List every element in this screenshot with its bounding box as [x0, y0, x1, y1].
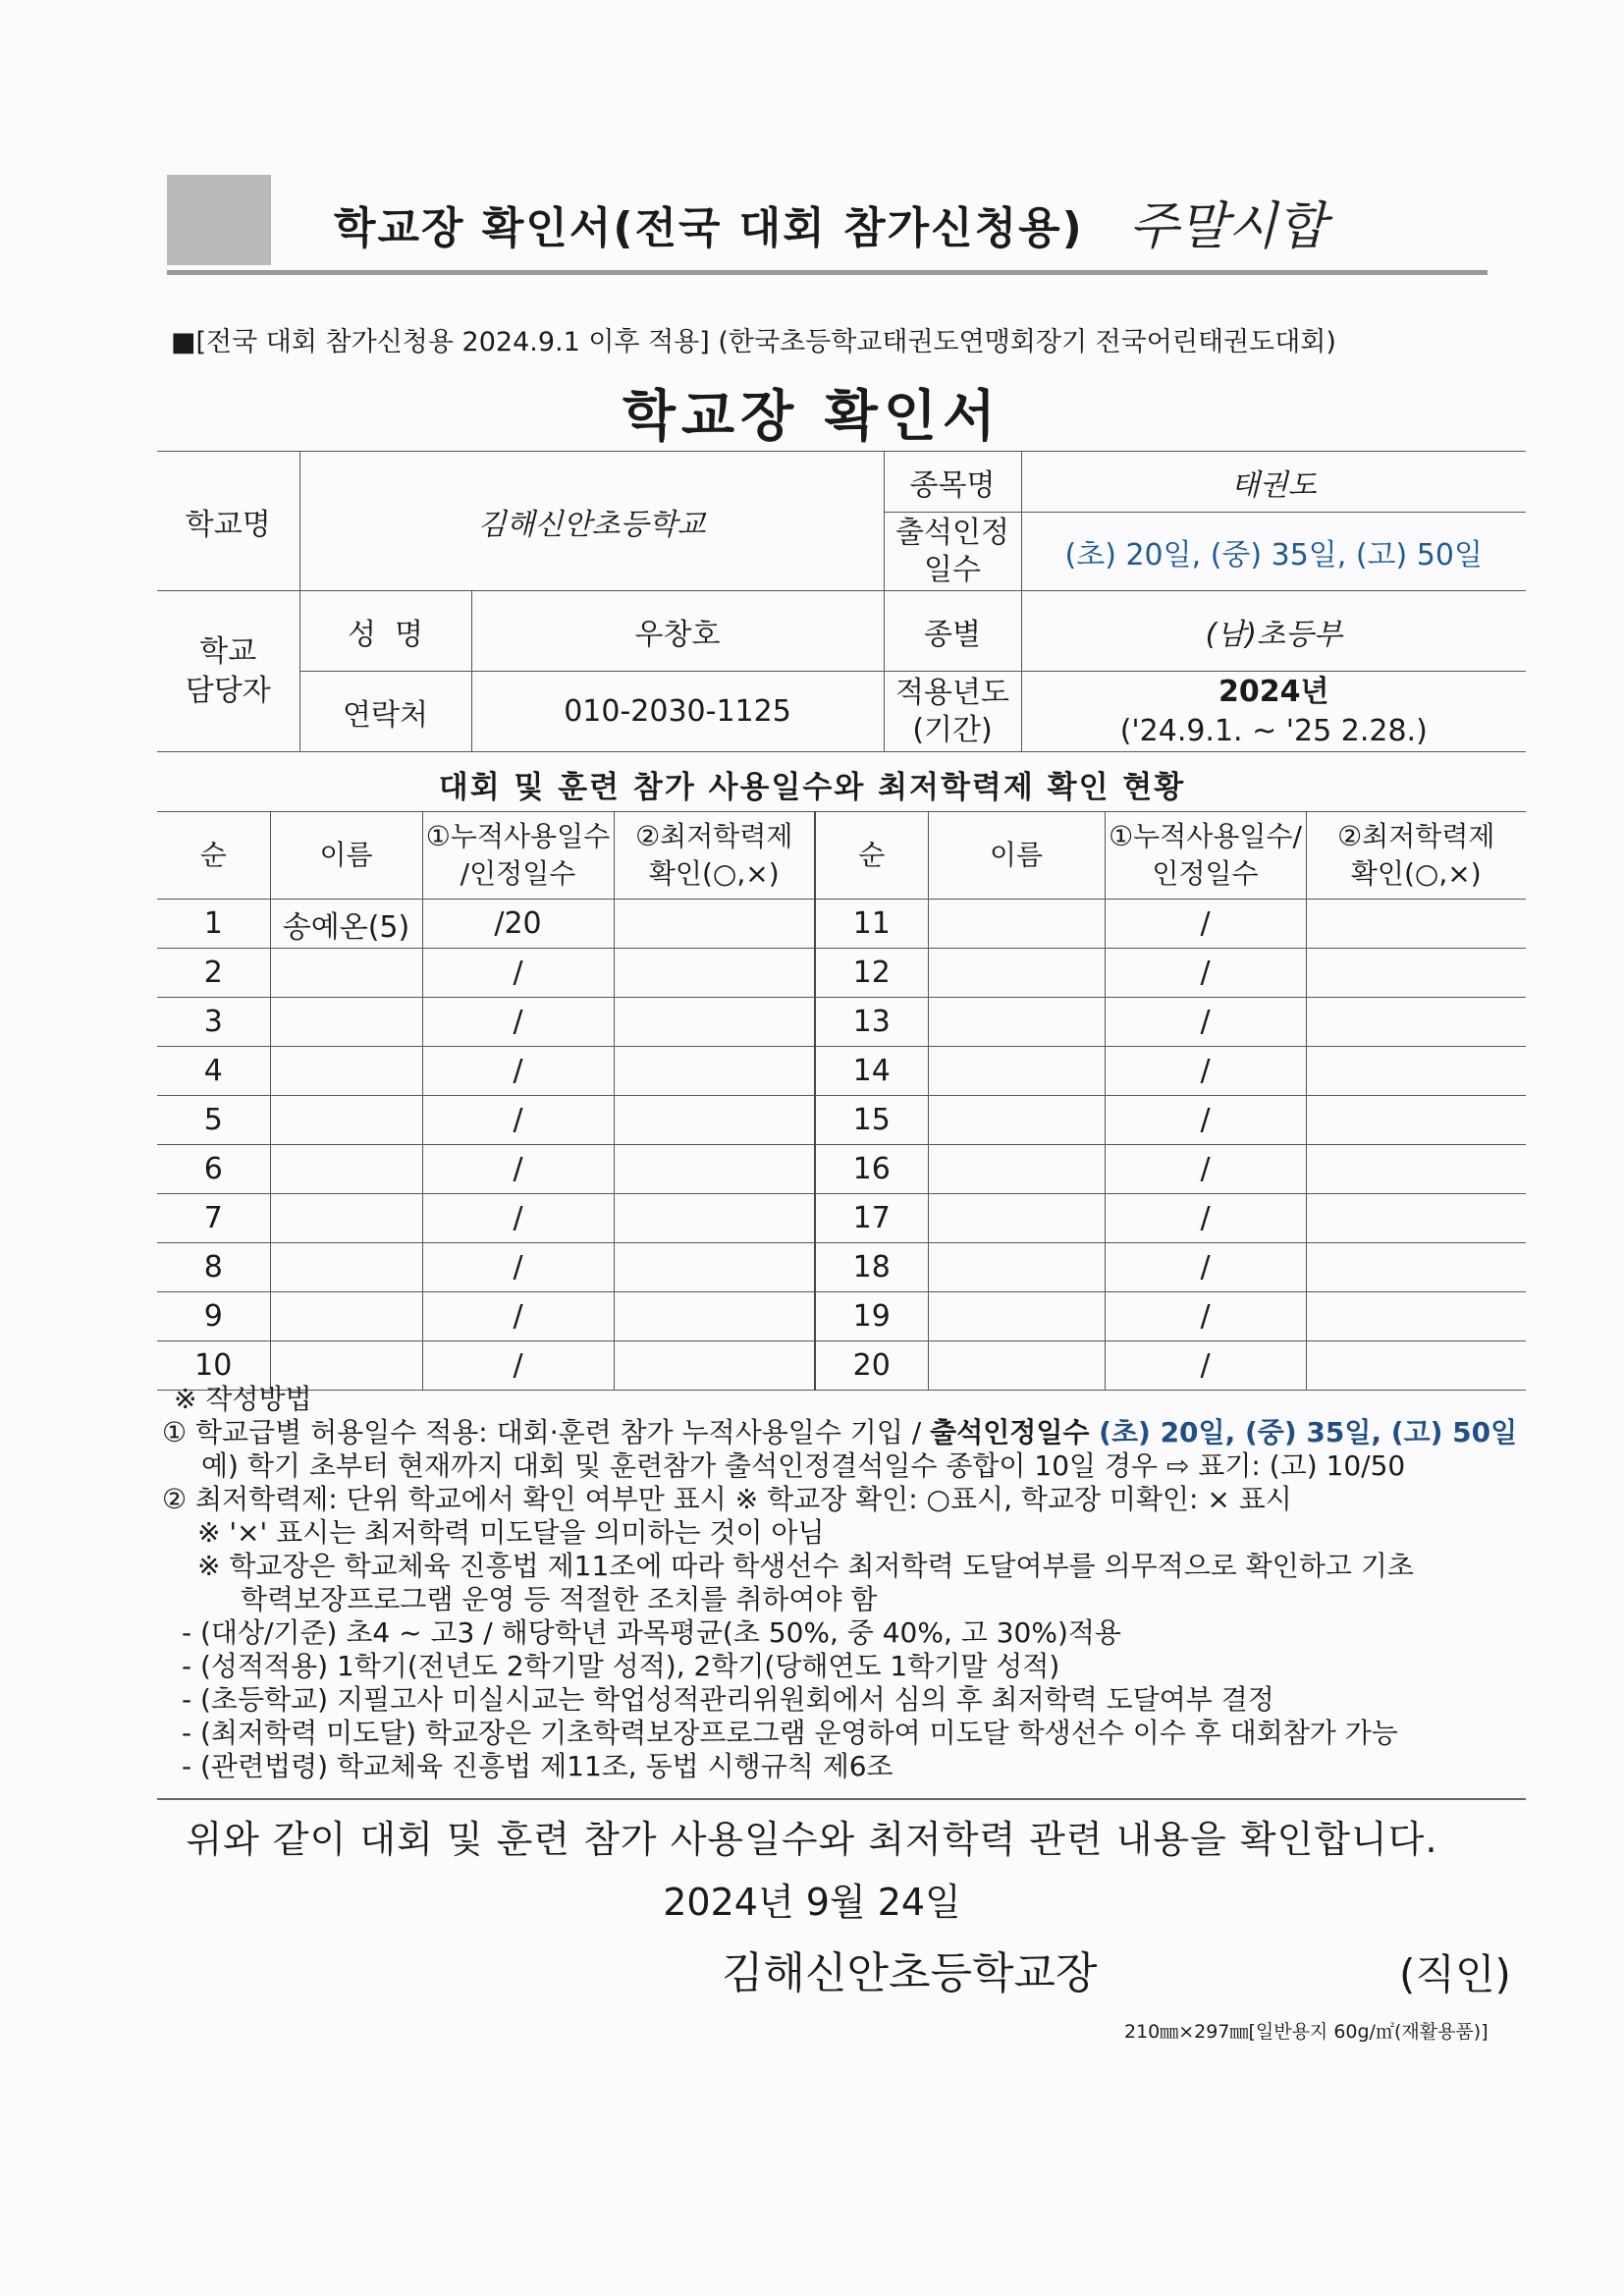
table-row: [157, 1243, 1526, 1292]
header-days-right: [1105, 812, 1306, 900]
table-row: [157, 1096, 1526, 1145]
row-check-right: [1306, 1243, 1526, 1292]
row-name-right: [928, 1096, 1105, 1145]
table-row: [157, 998, 1526, 1047]
roster-title: 대회 및 훈련 참가 사용일수와 최저학력제 확인 현황: [438, 770, 1186, 805]
note-2-sub2b: 학력보장프로그램 운영 등 적절한 조치를 취하여야 함: [241, 1583, 878, 1615]
title-divider: [167, 270, 1488, 275]
row-no-left: 10: [157, 1341, 270, 1391]
attendance-label: [884, 513, 1021, 591]
attendance-label-line1: 출석인정: [895, 515, 1009, 550]
row-days-left: /20: [422, 900, 614, 949]
table-row: [157, 1047, 1526, 1096]
handwritten-note: 주말시합: [1129, 197, 1326, 256]
note-1-text: ① 학교급별 허용일수 적용: 대회·훈련 참가 누적사용일수 기입 /: [162, 1416, 931, 1449]
row-no-right: 18: [815, 1243, 928, 1292]
school-label: 학교명: [157, 452, 299, 591]
header-gray-block: [167, 175, 271, 265]
event-label: 종목명: [884, 452, 1021, 513]
row-no-left: 3: [157, 998, 270, 1047]
header-check-left-line1: ②최저학력제: [635, 820, 793, 852]
school-name: 김해신안초등학교: [299, 452, 884, 591]
row-name-left: 송예온(5): [270, 900, 422, 949]
row-check-left: [614, 1047, 815, 1096]
row-days-left: /: [422, 1145, 614, 1194]
row-check-right: [1306, 949, 1526, 998]
row-no-right: 20: [815, 1341, 928, 1391]
detail-4: - (최저학력 미도달) 학교장은 기초학력보장프로그램 운영하여 미도달 학생선수 이수 후 대회참가 가능: [182, 1717, 1398, 1749]
row-no-right: 11: [815, 900, 928, 949]
attendance-value: (초) 20일, (중) 35일, (고) 50일: [1021, 513, 1526, 591]
row-name-right: [928, 1047, 1105, 1096]
row-name-right: [928, 1145, 1105, 1194]
note-2: ② 최저학력제: 단위 학교에서 확인 여부만 표시 ※ 학교장 확인: ○표시, 학교장 미확인: × 표시: [162, 1483, 1292, 1515]
row-days-left: /: [422, 949, 614, 998]
paper-spec-footer: 210㎜×297㎜[일반용지 60g/㎡(재활용품)]: [1124, 2021, 1489, 2043]
row-check-left: [614, 998, 815, 1047]
row-name-left: [270, 1145, 422, 1194]
row-days-right: /: [1105, 949, 1306, 998]
row-check-left: [614, 1243, 815, 1292]
row-days-right: /: [1105, 1047, 1306, 1096]
row-name-right: [928, 998, 1105, 1047]
row-no-right: 15: [815, 1096, 928, 1145]
header-check-left: [614, 812, 815, 900]
row-no-right: 16: [815, 1145, 928, 1194]
principal-name: 김해신안초등학교장: [722, 1948, 1098, 1998]
note-1-highlight: 출석인정일수: [930, 1416, 1090, 1449]
row-name-left: [270, 998, 422, 1047]
row-days-left: /: [422, 1194, 614, 1243]
detail-3: - (초등학교) 지필고사 미실시교는 학업성적관리위원회에서 심의 후 최저학력 도달여부 결정: [182, 1683, 1274, 1716]
year-value: [1021, 672, 1526, 752]
row-no-left: 6: [157, 1145, 270, 1194]
row-no-left: 8: [157, 1243, 270, 1292]
row-name-right: [928, 1292, 1105, 1341]
row-no-right: 17: [815, 1194, 928, 1243]
row-days-left: /: [422, 1243, 614, 1292]
row-check-left: [614, 1194, 815, 1243]
instructions: [162, 1383, 1537, 1783]
event-value: 태권도: [1021, 452, 1526, 513]
row-no-left: 4: [157, 1047, 270, 1096]
row-check-right: [1306, 1194, 1526, 1243]
header-days-right-line1: ①누적사용일수/: [1109, 820, 1302, 852]
row-no-left: 7: [157, 1194, 270, 1243]
note-1-example: 예) 학기 초부터 현재까지 대회 및 훈련참가 출석인정결석일수 종합이 10일 경우 ⇨ 표기: (고) 10/50: [201, 1449, 1406, 1482]
note-1-values: (초) 20일, (중) 35일, (고) 50일: [1089, 1416, 1518, 1449]
year-value-line1: 2024년: [1218, 674, 1329, 709]
note-1: [162, 1416, 1537, 1449]
header-days-left-line2: /인정일수: [460, 857, 576, 890]
row-days-left: /: [422, 998, 614, 1047]
row-days-right: /: [1105, 1292, 1306, 1341]
attendance-label-line2: 일수: [924, 552, 981, 587]
row-check-left: [614, 1292, 815, 1341]
row-name-left: [270, 1194, 422, 1243]
detail-5: - (관련법령) 학교체육 진흥법 제11조, 동법 시행규칙 제6조: [182, 1750, 893, 1782]
row-name-left: [270, 1292, 422, 1341]
year-value-line2: ('24.9.1. ~ '25 2.28.): [1119, 713, 1428, 748]
table-row: [157, 1194, 1526, 1243]
scope-line: ■[전국 대회 참가신청용 2024.9.1 이후 적용] (한국초등학교태권도연맹회장기 전국어린태권도대회): [171, 327, 1336, 357]
row-check-left: [614, 949, 815, 998]
detail-2: - (성적적용) 1학기(전년도 2학기말 성적), 2학기(당해연도 1학기말 성적): [182, 1650, 1060, 1682]
roster-header-row: [157, 812, 1526, 900]
header-check-left-line2: 확인(○,×): [648, 857, 780, 890]
row-check-right: [1306, 900, 1526, 949]
row-check-right: [1306, 1096, 1526, 1145]
row-days-right: /: [1105, 998, 1306, 1047]
note-2-sub1: ※ '×' 표시는 최저학력 미도달을 의미하는 것이 아님: [197, 1516, 825, 1549]
document-title: 학교장 확인서(전국 대회 참가신청용): [334, 203, 1084, 253]
manager-label-line1: 학교: [199, 633, 257, 669]
row-days-left: /: [422, 1341, 614, 1391]
row-name-left: [270, 949, 422, 998]
category-label: 종별: [884, 591, 1021, 672]
row-days-left: /: [422, 1047, 614, 1096]
info-table: [157, 451, 1526, 752]
row-name-right: [928, 1243, 1105, 1292]
roster-table: [157, 811, 1526, 1391]
row-days-right: /: [1105, 1145, 1306, 1194]
seal-label: (직인): [1399, 1950, 1511, 1998]
row-name-right: [928, 949, 1105, 998]
header-days-left-line1: ①누적사용일수: [425, 820, 611, 852]
year-label-line2: (기간): [912, 712, 993, 747]
name-value: 우창호: [471, 591, 884, 672]
bottom-divider: [157, 1798, 1526, 1800]
main-title: 학교장 확인서: [622, 385, 1002, 449]
row-name-left: [270, 1243, 422, 1292]
contact-label: 연락처: [299, 672, 471, 752]
row-check-right: [1306, 1145, 1526, 1194]
manager-label-line2: 담당자: [185, 673, 271, 708]
table-row: [157, 1145, 1526, 1194]
row-days-right: /: [1105, 1341, 1306, 1391]
row-no-left: 2: [157, 949, 270, 998]
row-name-right: [928, 1194, 1105, 1243]
note-2-sub2a: ※ 학교장은 학교체육 진흥법 제11조에 따라 학생선수 최저학력 도달여부를 의무적으로 확인하고 기초: [197, 1550, 1414, 1582]
row-days-right: /: [1105, 1096, 1306, 1145]
header-name-left: 이름: [270, 812, 422, 900]
row-days-right: /: [1105, 900, 1306, 949]
header-days-right-line2: 인정일수: [1152, 857, 1259, 890]
row-name-left: [270, 1096, 422, 1145]
header-days-left: [422, 812, 614, 900]
row-no-right: 12: [815, 949, 928, 998]
row-no-left: 1: [157, 900, 270, 949]
name-label: 성 명: [299, 591, 471, 672]
row-check-left: [614, 1145, 815, 1194]
roster-body: [157, 900, 1526, 1391]
detail-1: - (대상/기준) 초4 ~ 고3 / 해당학년 과목평균(초 50%, 중 40%, 고 30%)적용: [182, 1616, 1121, 1649]
row-no-right: 14: [815, 1047, 928, 1096]
header-no-right: 순: [815, 812, 928, 900]
year-label: [884, 672, 1021, 752]
manager-label: [157, 591, 299, 752]
row-no-left: 5: [157, 1096, 270, 1145]
table-row: [157, 1292, 1526, 1341]
row-check-right: [1306, 998, 1526, 1047]
category-value: (남)초등부: [1021, 591, 1526, 672]
row-name-left: [270, 1047, 422, 1096]
row-days-left: /: [422, 1096, 614, 1145]
row-no-left: 9: [157, 1292, 270, 1341]
header-check-right-line1: ②최저학력제: [1337, 820, 1495, 852]
row-name-right: [928, 900, 1105, 949]
contact-value: 010-2030-1125: [471, 672, 884, 752]
row-days-right: /: [1105, 1243, 1306, 1292]
header-name-right: 이름: [928, 812, 1105, 900]
notes-heading: ※ 작성방법: [174, 1383, 312, 1415]
confirmation-text: 위와 같이 대회 및 훈련 참가 사용일수와 최저학력 관련 내용을 확인합니다.: [186, 1818, 1438, 1861]
row-no-right: 19: [815, 1292, 928, 1341]
row-check-left: [614, 1096, 815, 1145]
table-row: [157, 900, 1526, 949]
table-row: [157, 949, 1526, 998]
row-check-left: [614, 900, 815, 949]
row-check-right: [1306, 1292, 1526, 1341]
header-check-right-line2: 확인(○,×): [1350, 857, 1482, 890]
header-check-right: [1306, 812, 1526, 900]
year-label-line1: 적용년도: [895, 675, 1009, 710]
row-days-right: /: [1105, 1194, 1306, 1243]
row-days-left: /: [422, 1292, 614, 1341]
document-date: 2024년 9월 24일: [663, 1881, 961, 1924]
header-no-left: 순: [157, 812, 270, 900]
row-no-right: 13: [815, 998, 928, 1047]
row-check-right: [1306, 1047, 1526, 1096]
